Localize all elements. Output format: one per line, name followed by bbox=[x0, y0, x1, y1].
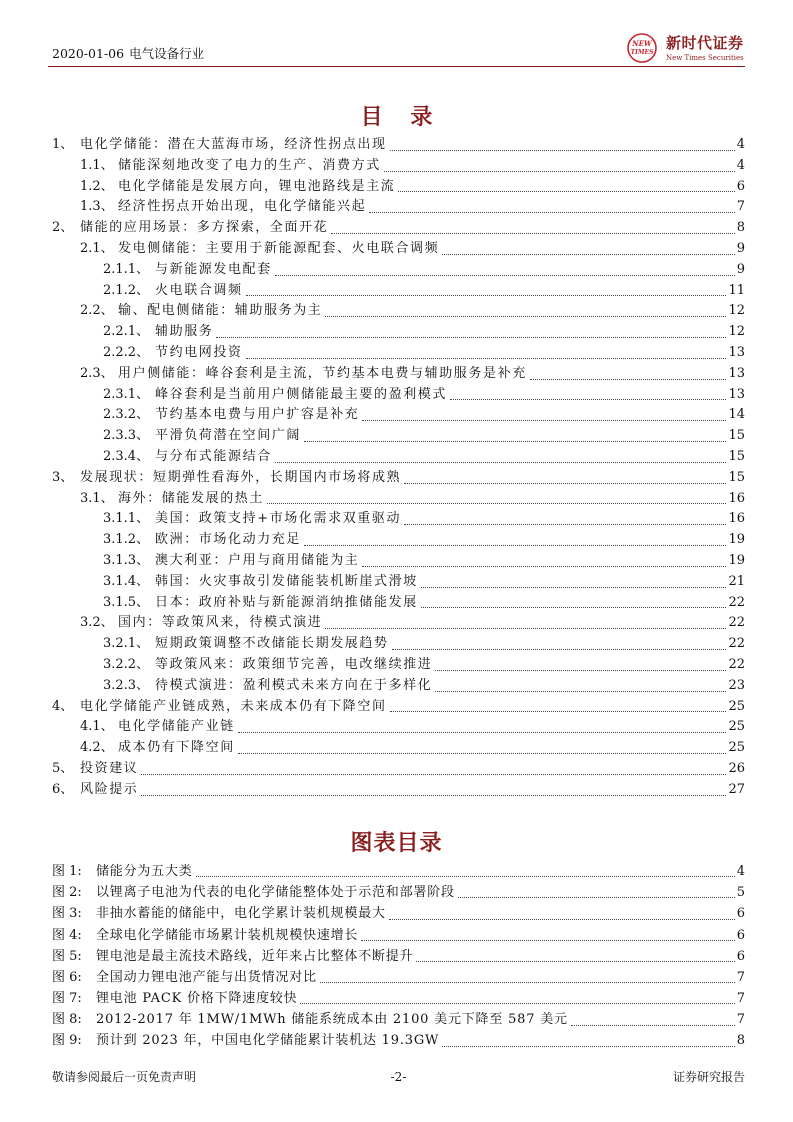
toc-entry[interactable] bbox=[52, 447, 745, 468]
toc-entry-title: 等政策风来：政策细节完善，电改继续推进 bbox=[155, 656, 433, 672]
figure-entry-title: 锂电池是最主流技术路线，近年来占比整体不断提升 bbox=[96, 948, 414, 964]
industry-name: 电气设备行业 bbox=[129, 46, 205, 61]
dot-leader bbox=[275, 462, 727, 463]
dot-leader bbox=[361, 940, 735, 941]
toc-entry-page: 14 bbox=[728, 407, 745, 423]
toc-entry-number: 5、 bbox=[52, 760, 74, 776]
toc-entry-page: 12 bbox=[728, 303, 745, 319]
company-name-en: New Times Securities bbox=[666, 54, 744, 62]
header-info bbox=[52, 45, 204, 63]
dot-leader bbox=[304, 545, 726, 546]
page-footer bbox=[52, 1069, 745, 1085]
toc-entry-title: 与分布式能源结合 bbox=[155, 448, 272, 464]
toc-entry-page: 13 bbox=[728, 344, 745, 360]
dot-leader bbox=[435, 691, 726, 692]
figure-entry-title: 2012-2017 年 1MW/1MWh 储能系统成本由 2100 美元下降至 587 美元 bbox=[96, 1012, 568, 1028]
figure-entry-number: 图 2: bbox=[52, 885, 82, 901]
toc-entry-page: 13 bbox=[728, 365, 745, 381]
toc-entry-number: 4、 bbox=[52, 698, 74, 714]
toc-entry-page: 27 bbox=[728, 781, 745, 797]
toc-entry[interactable] bbox=[52, 405, 745, 426]
figure-entry-title: 全国动力锂电池产能与出货情况对比 bbox=[96, 969, 317, 985]
toc-entry[interactable] bbox=[52, 489, 745, 510]
toc-entry-page: 16 bbox=[728, 511, 745, 527]
toc-entry-number: 2.2.2、 bbox=[103, 344, 150, 360]
dot-leader bbox=[246, 358, 727, 359]
toc-entry[interactable] bbox=[52, 759, 745, 780]
dot-leader bbox=[246, 295, 727, 296]
toc-entry-page: 6 bbox=[736, 178, 745, 194]
toc-entry-page: 16 bbox=[728, 490, 745, 506]
toc-entry[interactable] bbox=[52, 468, 745, 489]
toc-entry-number: 1.1、 bbox=[80, 157, 114, 173]
toc-entry-number: 2.3.1、 bbox=[103, 386, 150, 402]
toc-entry[interactable] bbox=[52, 364, 745, 385]
dot-leader bbox=[389, 919, 735, 920]
figure-entry-number: 图 1: bbox=[52, 863, 82, 879]
toc-entry-title: 储能的应用场景：多方探索，全面开花 bbox=[80, 220, 329, 236]
toc-entry-number: 3.1.3、 bbox=[103, 552, 150, 568]
toc-entry-number: 2.3.4、 bbox=[103, 448, 150, 464]
figure-entry-page: 7 bbox=[736, 969, 745, 985]
dot-leader bbox=[384, 171, 735, 172]
dot-leader bbox=[458, 897, 735, 898]
toc-entry-title: 韩国：火灾事故引发储能装机断崖式滑坡 bbox=[155, 573, 418, 589]
figure-entry-page: 4 bbox=[736, 863, 745, 879]
toc-entry[interactable] bbox=[52, 655, 745, 676]
toc-entry-number: 2.3.2、 bbox=[103, 407, 150, 423]
logo-mark-icon bbox=[626, 32, 660, 64]
toc-entry-page: 22 bbox=[728, 636, 745, 652]
page-number: -2- bbox=[390, 1070, 407, 1084]
toc-entry[interactable] bbox=[52, 197, 745, 218]
toc-entry[interactable] bbox=[52, 322, 745, 343]
toc-entry-number: 3.2.2、 bbox=[103, 656, 150, 672]
figure-entry-page: 6 bbox=[736, 906, 745, 922]
figure-entry[interactable] bbox=[52, 1031, 745, 1052]
figure-entry-title: 储能分为五大类 bbox=[96, 863, 193, 879]
toc-entry-page: 15 bbox=[728, 428, 745, 444]
figure-entry-page: 8 bbox=[736, 1033, 745, 1049]
toc-entry-number: 1、 bbox=[52, 137, 74, 152]
figure-entry-number: 图 3: bbox=[52, 906, 82, 922]
figure-entry[interactable] bbox=[52, 861, 745, 882]
dot-leader bbox=[141, 795, 726, 796]
figure-entry-number: 图 5: bbox=[52, 948, 82, 964]
dot-leader bbox=[325, 316, 726, 317]
toc-entry[interactable] bbox=[52, 613, 745, 634]
figure-entry-title: 锂电池 PACK 价格下降速度较快 bbox=[96, 991, 298, 1007]
dot-leader bbox=[435, 670, 726, 671]
figure-list-title: 图表目录 bbox=[350, 830, 443, 856]
toc-entry-title: 待模式演进：盈利模式未来方向在于多样化 bbox=[155, 677, 433, 693]
dot-leader bbox=[404, 524, 726, 525]
dot-leader bbox=[320, 982, 735, 983]
toc-entry-title: 节约电网投资 bbox=[155, 344, 243, 360]
figure-entry-page: 6 bbox=[736, 948, 745, 964]
toc-entry[interactable] bbox=[52, 301, 745, 322]
toc-entry-number: 3.1.4、 bbox=[103, 573, 150, 589]
toc-entry-number: 4.2、 bbox=[80, 740, 114, 756]
dot-leader bbox=[442, 1046, 735, 1047]
company-name-cn: 新时代证券 bbox=[666, 34, 744, 52]
toc-entry-title: 澳大利亚：户用与商用储能为主 bbox=[155, 552, 360, 568]
toc-entry-title: 国内：等政策风来，待模式演进 bbox=[118, 615, 323, 631]
toc-entry-page: 25 bbox=[728, 719, 745, 735]
dot-leader bbox=[442, 254, 735, 255]
header-divider bbox=[48, 66, 745, 67]
toc-entry-title: 投资建议 bbox=[80, 760, 139, 776]
toc-entry[interactable] bbox=[52, 385, 745, 406]
toc-entry[interactable] bbox=[52, 177, 745, 198]
toc-entry[interactable] bbox=[52, 780, 745, 801]
toc-entry-title: 平滑负荷潜在空间广阔 bbox=[155, 428, 302, 444]
toc-entry[interactable] bbox=[52, 426, 745, 447]
toc-entry-number: 2.3.3、 bbox=[103, 428, 150, 444]
toc-entry-title: 欧洲：市场化动力充足 bbox=[155, 532, 302, 548]
toc-entry-number: 2.2.1、 bbox=[103, 324, 150, 340]
dot-leader bbox=[331, 233, 735, 234]
toc-entry-number: 3.2.3、 bbox=[103, 677, 150, 693]
toc-entry[interactable] bbox=[52, 135, 745, 156]
dot-leader bbox=[275, 275, 735, 276]
company-logo bbox=[626, 32, 745, 66]
toc-entry[interactable] bbox=[52, 281, 745, 302]
toc-entry[interactable] bbox=[52, 572, 745, 593]
toc-entry-page: 22 bbox=[728, 594, 745, 610]
toc-entry-title: 短期政策调整不改储能长期发展趋势 bbox=[155, 636, 389, 652]
toc-entry-page: 25 bbox=[728, 698, 745, 714]
toc-entry-number: 2.3、 bbox=[80, 365, 114, 381]
toc-entry-number: 1.2、 bbox=[80, 178, 114, 194]
toc-entry-number: 3.2.1、 bbox=[103, 636, 150, 652]
figure-entry-page: 5 bbox=[736, 885, 745, 901]
toc-entry-page: 21 bbox=[728, 573, 745, 589]
dot-leader bbox=[390, 711, 727, 712]
report-type: 证券研究报告 bbox=[672, 1070, 745, 1084]
figure-entry-number: 图 8: bbox=[52, 1012, 82, 1028]
toc-entry-page: 15 bbox=[728, 448, 745, 464]
toc-entry-page: 9 bbox=[736, 240, 745, 256]
toc-entry-title: 火电联合调频 bbox=[155, 282, 243, 298]
dot-leader bbox=[404, 483, 726, 484]
toc-entry[interactable] bbox=[52, 551, 745, 572]
figure-entry-number: 图 9: bbox=[52, 1033, 82, 1049]
toc-entry-page: 19 bbox=[728, 552, 745, 568]
toc-entry-title: 用户侧储能：峰谷套利是主流，节约基本电费与辅助服务是补充 bbox=[118, 365, 527, 381]
toc-entry[interactable] bbox=[52, 530, 745, 551]
toc-entry-title: 峰谷套利是当前用户侧储能最主要的盈利模式 bbox=[155, 386, 448, 402]
toc-entry-number: 2.1.1、 bbox=[103, 261, 150, 277]
figure-list bbox=[52, 861, 745, 1052]
dot-leader bbox=[450, 399, 726, 400]
dot-leader bbox=[238, 732, 727, 733]
table-of-contents bbox=[52, 135, 745, 801]
dot-leader bbox=[362, 566, 726, 567]
figure-entry-page: 7 bbox=[736, 991, 745, 1007]
toc-entry-number: 3.2、 bbox=[80, 615, 114, 631]
dot-leader bbox=[300, 1003, 734, 1004]
dot-leader bbox=[216, 337, 726, 338]
toc-entry-number: 2.1、 bbox=[80, 240, 114, 256]
figure-entry-title: 预计到 2023 年，中国电化学储能累计装机达 19.3GW bbox=[96, 1033, 440, 1049]
toc-entry-page: 11 bbox=[728, 282, 745, 298]
dot-leader bbox=[267, 503, 726, 504]
logo-mark-line1: NEW bbox=[632, 39, 652, 48]
toc-title: 目 录 bbox=[360, 104, 443, 130]
toc-entry-title: 发展现状：短期弹性看海外，长期国内市场将成熟 bbox=[80, 469, 402, 485]
figure-entry[interactable] bbox=[52, 967, 745, 988]
figure-entry-title: 非抽水蓄能的储能中，电化学累计装机规模最大 bbox=[96, 906, 386, 922]
toc-entry-title: 储能深刻地改变了电力的生产、消费方式 bbox=[118, 157, 381, 173]
toc-entry-page: 4 bbox=[736, 137, 745, 152]
toc-entry-title: 辅助服务 bbox=[155, 324, 214, 340]
toc-entry-title: 风险提示 bbox=[80, 781, 139, 797]
logo-mark-line2: TIMES bbox=[630, 49, 654, 56]
dot-leader bbox=[325, 628, 726, 629]
toc-entry-title: 海外：储能发展的热土 bbox=[118, 490, 265, 506]
toc-entry-number: 3.1.2、 bbox=[103, 532, 150, 548]
dot-leader bbox=[398, 191, 734, 192]
figure-entry[interactable] bbox=[52, 903, 745, 924]
toc-entry[interactable] bbox=[52, 676, 745, 697]
toc-entry[interactable] bbox=[52, 634, 745, 655]
toc-entry-page: 23 bbox=[728, 677, 745, 693]
toc-entry[interactable] bbox=[52, 239, 745, 260]
figure-entry-number: 图 6: bbox=[52, 969, 82, 985]
toc-entry-page: 8 bbox=[736, 220, 745, 236]
dot-leader bbox=[421, 587, 727, 588]
dot-leader bbox=[304, 441, 726, 442]
figure-entry[interactable] bbox=[52, 946, 745, 967]
dot-leader bbox=[141, 774, 726, 775]
toc-entry-title: 日本：政府补贴与新能源消纳推储能发展 bbox=[155, 594, 418, 610]
toc-entry-title: 电化学储能是发展方向，锂电池路线是主流 bbox=[118, 178, 396, 194]
toc-entry[interactable] bbox=[52, 697, 745, 718]
toc-entry[interactable] bbox=[52, 738, 745, 759]
figure-entry[interactable] bbox=[52, 988, 745, 1009]
toc-entry-page: 12 bbox=[728, 324, 745, 340]
figure-entry[interactable] bbox=[52, 1009, 745, 1030]
toc-entry-title: 输、配电侧储能：辅助服务为主 bbox=[118, 303, 323, 319]
toc-entry-number: 2、 bbox=[52, 220, 74, 236]
toc-entry-page: 26 bbox=[728, 760, 745, 776]
toc-entry[interactable] bbox=[52, 260, 745, 281]
toc-entry-title: 电化学储能：潜在大蓝海市场，经济性拐点出现 bbox=[80, 137, 387, 152]
figure-entry[interactable] bbox=[52, 882, 745, 903]
dot-leader bbox=[362, 420, 726, 421]
toc-entry-page: 13 bbox=[728, 386, 745, 402]
figure-entry-title: 以锂离子电池为代表的电化学储能整体处于示范和部署阶段 bbox=[96, 885, 455, 901]
dot-leader bbox=[571, 1025, 735, 1026]
dot-leader bbox=[196, 876, 735, 877]
toc-entry-page: 22 bbox=[728, 615, 745, 631]
toc-entry-page: 9 bbox=[736, 261, 745, 277]
figure-entry-title: 全球电化学储能市场累计装机规模快速增长 bbox=[96, 927, 359, 943]
toc-entry-title: 经济性拐点开始出现，电化学储能兴起 bbox=[118, 199, 367, 215]
toc-entry-number: 3.1.1、 bbox=[103, 511, 150, 527]
figure-entry-page: 6 bbox=[736, 927, 745, 943]
dot-leader bbox=[416, 961, 734, 962]
toc-entry-number: 1.3、 bbox=[80, 199, 114, 215]
toc-entry-page: 4 bbox=[736, 157, 745, 173]
toc-entry-number: 3、 bbox=[52, 469, 74, 485]
toc-entry-title: 与新能源发电配套 bbox=[155, 261, 272, 277]
toc-entry[interactable] bbox=[52, 717, 745, 738]
dot-leader bbox=[392, 649, 727, 650]
dot-leader bbox=[390, 150, 735, 151]
disclaimer-note: 敬请参阅最后一页免责声明 bbox=[52, 1070, 197, 1084]
toc-entry-page: 7 bbox=[736, 199, 745, 215]
toc-entry[interactable] bbox=[52, 218, 745, 239]
toc-entry-page: 25 bbox=[728, 740, 745, 756]
toc-entry-page: 15 bbox=[728, 469, 745, 485]
figure-entry-number: 图 4: bbox=[52, 927, 82, 943]
figure-entry[interactable] bbox=[52, 925, 745, 946]
toc-entry-title: 电化学储能产业链 bbox=[118, 719, 235, 735]
toc-entry-number: 6、 bbox=[52, 781, 74, 797]
figure-entry-number: 图 7: bbox=[52, 991, 82, 1007]
toc-entry-page: 19 bbox=[728, 532, 745, 548]
dot-leader bbox=[369, 212, 735, 213]
toc-entry-title: 美国：政策支持+市场化需求双重驱动 bbox=[155, 511, 402, 527]
toc-entry-number: 2.1.2、 bbox=[103, 282, 150, 298]
toc-entry-title: 成本仍有下降空间 bbox=[118, 740, 235, 756]
toc-entry[interactable] bbox=[52, 156, 745, 177]
toc-entry-number: 3.1、 bbox=[80, 490, 114, 506]
toc-entry-title: 节约基本电费与用户扩容是补充 bbox=[155, 407, 360, 423]
dot-leader bbox=[530, 379, 727, 380]
figure-entry-page: 7 bbox=[736, 1012, 745, 1028]
toc-entry-number: 3.1.5、 bbox=[103, 594, 150, 610]
toc-entry[interactable] bbox=[52, 509, 745, 530]
toc-entry-title: 发电侧储能：主要用于新能源配套、火电联合调频 bbox=[118, 240, 440, 256]
toc-entry-page: 22 bbox=[728, 656, 745, 672]
toc-entry-number: 2.2、 bbox=[80, 303, 114, 319]
report-date: 2020-01-06 bbox=[52, 46, 125, 61]
toc-entry[interactable] bbox=[52, 343, 745, 364]
toc-entry-title: 电化学储能产业链成熟，未来成本仍有下降空间 bbox=[80, 698, 387, 714]
toc-entry[interactable] bbox=[52, 593, 745, 614]
dot-leader bbox=[421, 607, 727, 608]
toc-entry-number: 4.1、 bbox=[80, 719, 114, 735]
dot-leader bbox=[238, 753, 727, 754]
